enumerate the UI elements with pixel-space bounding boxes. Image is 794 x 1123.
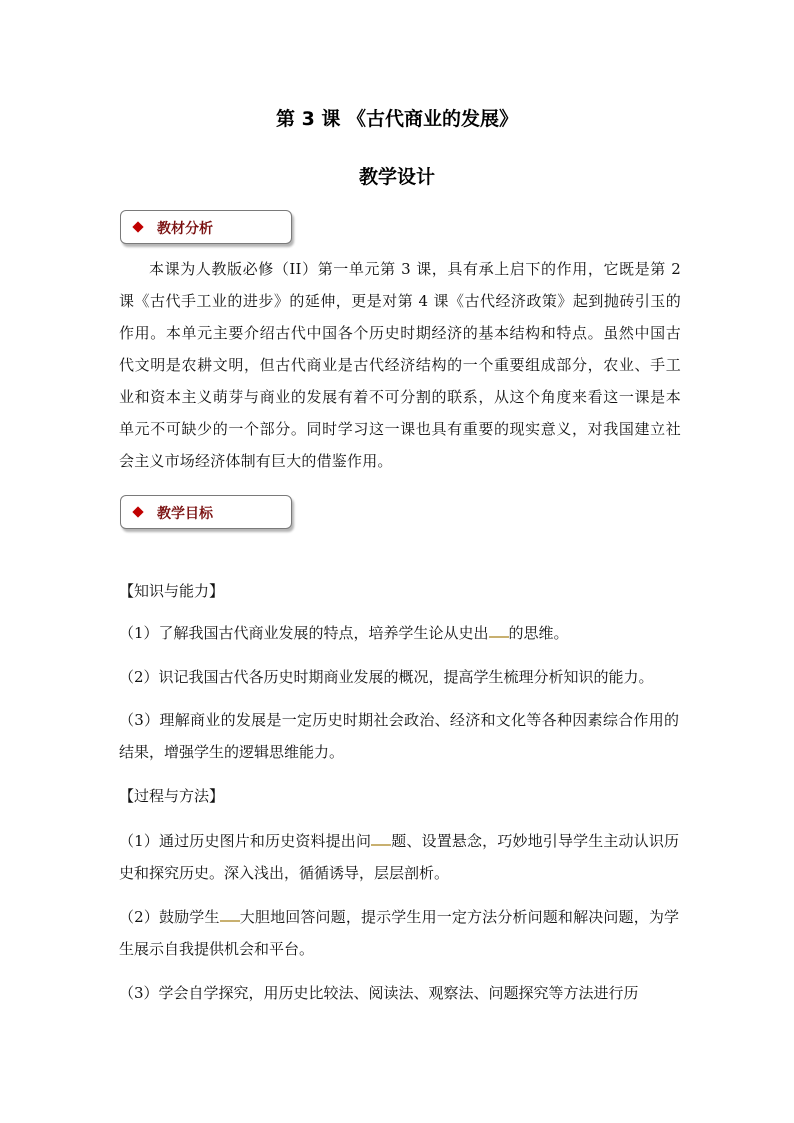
- knowledge-item-1: [119, 617, 689, 649]
- analysis-paragraph: 本课为人教版必修（II）第一单元第 3 课，具有承上启下的作用，它既是第 2 课《古代手工业的进步》的延伸，更是对第 4 课《古代经济政策》起到抛砖引玉的作用。本单元主要介绍古代中国各个历史时期经济的基本结构和特点。虽然中国古代文明是农耕文明，但古代商业是古代经济结构的一个重要组成部分，农业、手工业和资本主义萌芽与商业的发展有着不可分割的联系，从这个角度来看这一课是本单元不可缺少的一个部分。同时学习这一课也具有重要的现实意义，对我国建立社会主义市场经济体制有巨大的借鉴作用。: [119, 260, 681, 470]
- process-item-2: [119, 901, 679, 965]
- blank-underline: [220, 910, 240, 922]
- section-header-analysis: [120, 210, 292, 244]
- knowledge-item-3: （3）理解商业的发展是一定历史时期社会政治、经济和文化等各种因素综合作用的结果，增强学生的逻辑思维能力。: [119, 711, 679, 761]
- knowledge-item-1-text-a: （1）了解我国古代商业发展的特点，培养学生论从史出: [119, 624, 489, 642]
- process-item-1-text-a: （1）通过历史图片和历史资料提出问: [119, 832, 372, 850]
- knowledge-heading: 【知识与能力】: [119, 582, 225, 600]
- process-heading: 【过程与方法】: [119, 787, 225, 805]
- section-label-analysis: 教材分析: [157, 221, 213, 237]
- knowledge-item-2: （2）识记我国古代各历史时期商业发展的概况，提高学生梳理分析知识的能力。: [119, 668, 654, 686]
- process-item-2-text-a: （2）鼓励学生: [119, 908, 220, 926]
- page-title: 第 3 课 《古代商业的发展》: [275, 108, 519, 130]
- diamond-bullet-icon: [132, 221, 143, 232]
- blank-underline: [371, 834, 391, 846]
- blank-underline: [489, 626, 509, 638]
- diamond-bullet-icon: [132, 506, 143, 517]
- page-subtitle: 教学设计: [358, 166, 435, 188]
- process-item-3: （3）学会自学探究，用历史比较法、阅读法、观察法、问题探究等方法进行历: [119, 984, 639, 1002]
- process-item-1: [119, 825, 679, 889]
- section-label-objectives: 教学目标: [157, 506, 213, 522]
- process-item-2-text-b: 大胆地回答问题，提示学生用一定方法分析问题和解决问题，为学生展示自我提供机会和平台。: [119, 908, 679, 958]
- knowledge-item-1-text-b: 的思维。: [508, 624, 569, 642]
- section-header-objectives: [120, 495, 292, 529]
- process-item-1-text-b: 题、设置悬念，巧妙地引导学生主动认识历史和探究历史。深入浅出，循循诱导，层层剖析。: [119, 832, 679, 882]
